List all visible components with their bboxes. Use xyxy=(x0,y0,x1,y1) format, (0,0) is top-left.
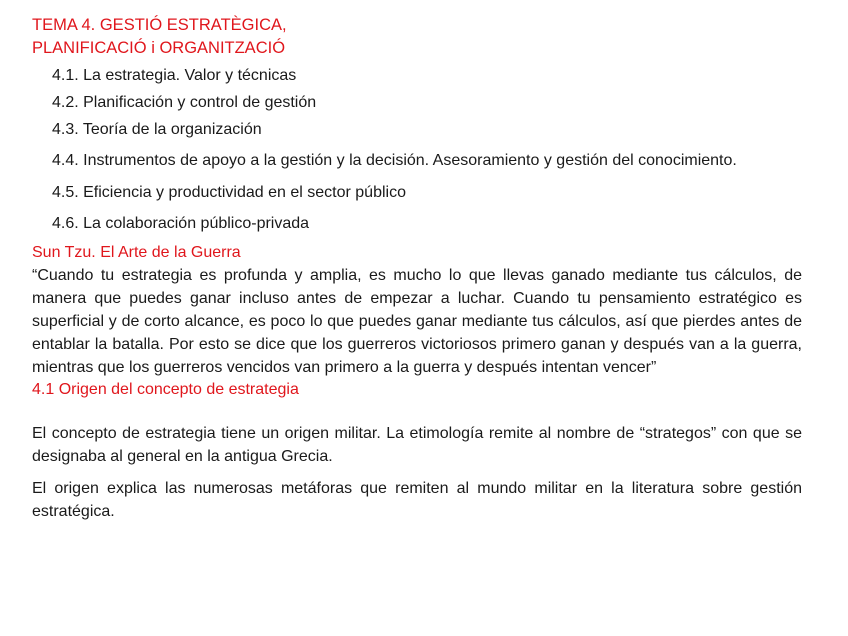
paragraph-metaphors: El origen explica las numerosas metáforas que remiten al mundo militar en la literatura sobre gestión estratégica. xyxy=(32,480,802,520)
toc-item-4-6: 4.6. La colaboración público-privada xyxy=(52,215,310,232)
document-title-line2: PLANIFICACIÓ i ORGANITZACIÓ xyxy=(32,39,286,57)
document-title-line1: TEMA 4. GESTIÓ ESTRATÈGICA, xyxy=(32,16,287,34)
section-subheading: 4.1 Origen del concepto de estrategia xyxy=(32,381,299,398)
toc-item-4-2: 4.2. Planificación y control de gestión xyxy=(52,94,317,111)
quote-heading: Sun Tzu. El Arte de la Guerra xyxy=(32,244,241,261)
document-title xyxy=(32,14,802,60)
quote-text: “Cuando tu estrategia es profunda y amplia, es mucho lo que llevas ganado mediante tus cálculos, de manera que puedes ganar incluso antes de empezar a luchar. Cuando tu pensamiento estratégico es superficial y de corto alcance, es poco lo que puedes ganar mediante tus cálculos, así que pierdes antes de entablar la batalla. Por esto se dice que los guerreros victoriosos primero ganan y después van a la guerra, mientras que los guerreros vencidos van primero a la guerra y después intentan vencer” xyxy=(32,267,802,376)
table-of-contents xyxy=(52,64,802,235)
toc-item-4-4: 4.4. Instrumentos de apoyo a la gestión y la decisión. Asesoramiento y gestión del conocimiento. xyxy=(52,152,737,169)
toc-item-4-1: 4.1. La estrategia. Valor y técnicas xyxy=(52,67,297,84)
toc-item-4-5: 4.5. Eficiencia y productividad en el sector público xyxy=(52,184,406,201)
toc-item-4-3: 4.3. Teoría de la organización xyxy=(52,121,262,138)
document-page xyxy=(32,14,802,523)
paragraph-origin: El concepto de estrategia tiene un origen militar. La etimología remite al nombre de “strategos” con que se designaba al general en la antigua Grecia. xyxy=(32,425,802,465)
